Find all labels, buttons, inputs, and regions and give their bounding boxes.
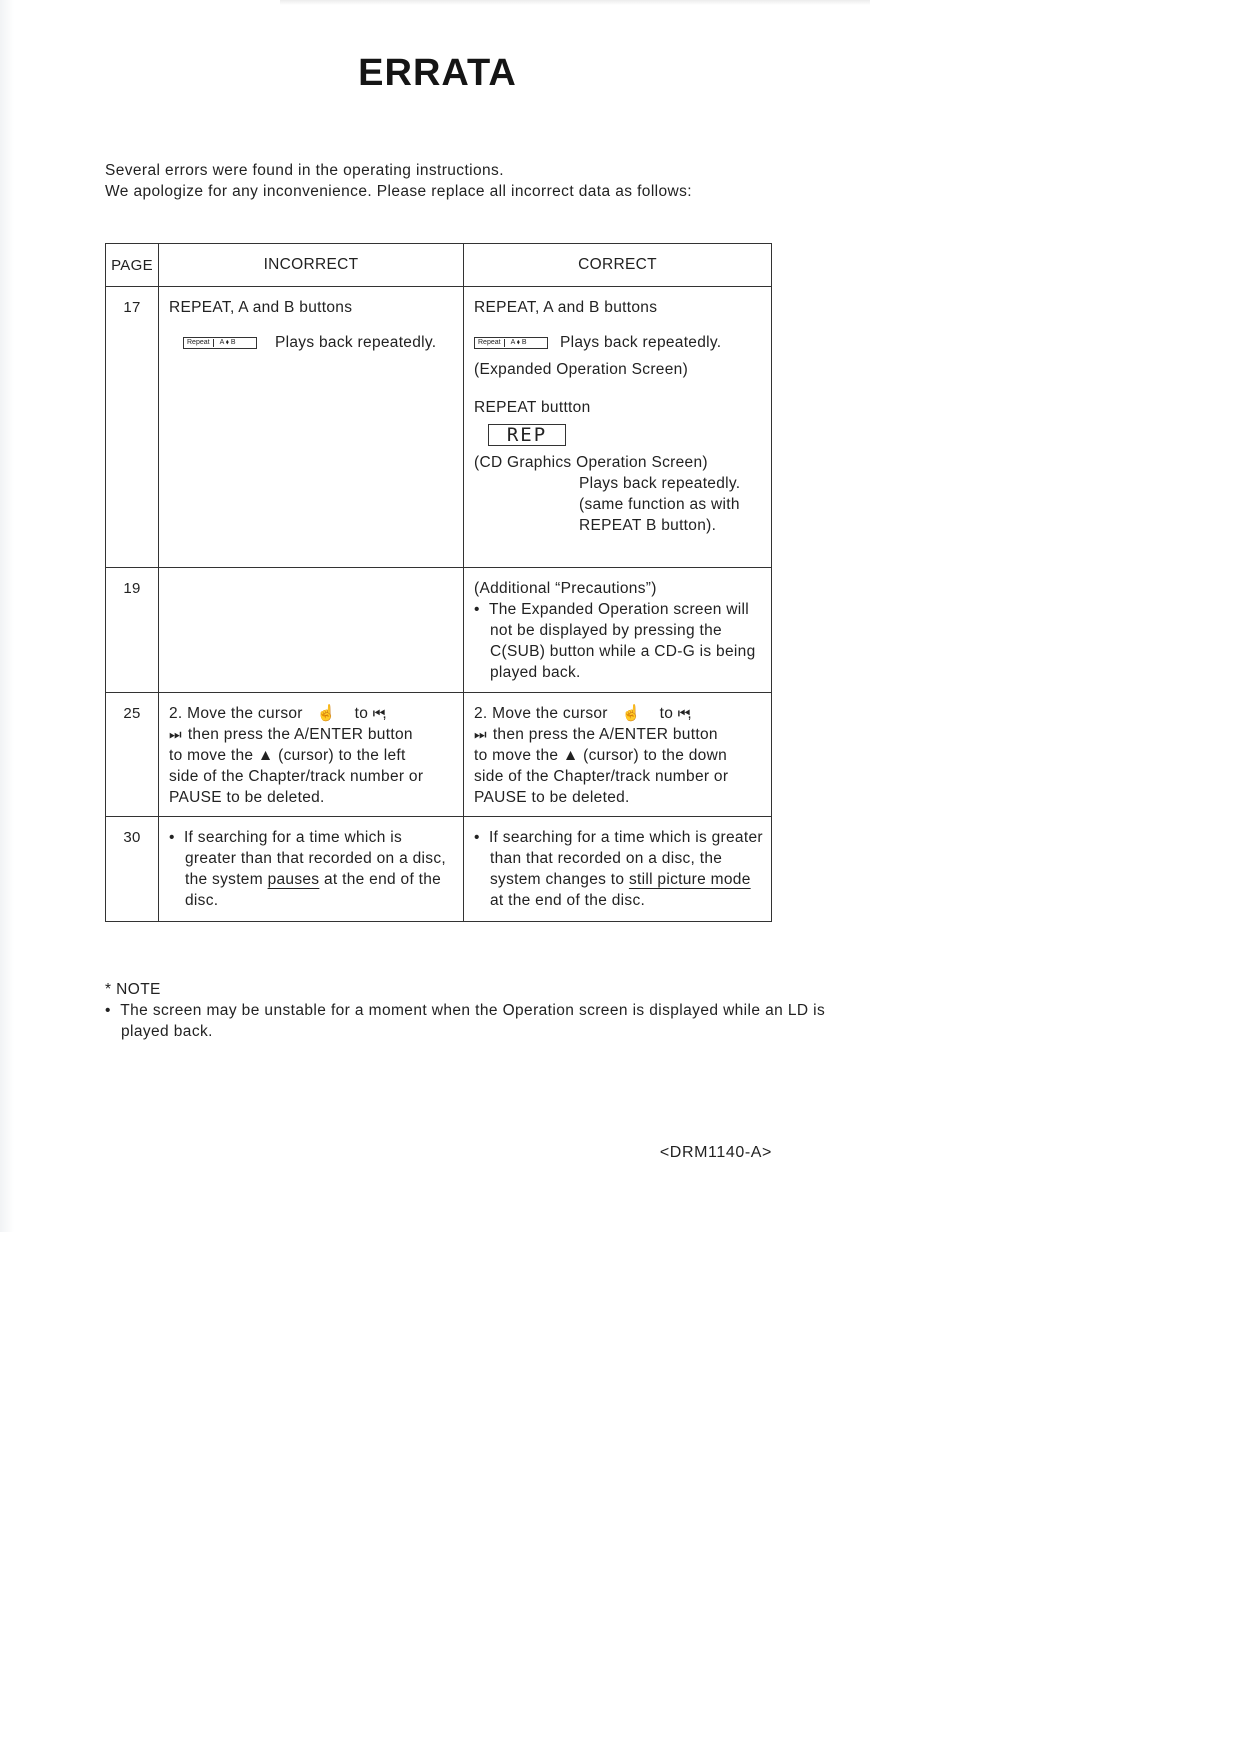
lcd-label: Repeat: [187, 339, 214, 347]
intro-line-2: We apologize for any inconvenience. Please replace all incorrect data as follows:: [105, 183, 692, 200]
step-text: 2. Move the cursor: [474, 705, 608, 722]
page-title: ERRATA: [358, 52, 517, 94]
bullet-text: If searching for a time which is greater than that recorded on a disc, the system changes to: [488, 829, 763, 888]
table-row: [106, 568, 772, 693]
note-bullet: • The screen may be unstable for a moment when the Operation screen is displayed while an LD is played back.: [105, 1002, 826, 1040]
correct-cell: [464, 568, 772, 693]
search-bullet: • If searching for a time which is greater than that recorded on a disc, the system changes to still picture mode at the end of the disc.: [474, 829, 763, 909]
step-text: 2. Move the cursor: [169, 705, 303, 722]
repeat-lcd-icon: [183, 337, 257, 349]
incorrect-heading: REPEAT, A and B buttons: [169, 299, 353, 316]
precautions-heading: (Additional “Precautions”): [474, 580, 657, 597]
step-line-4: side of the Chapter/track number or: [474, 768, 729, 785]
note-text: The screen may be unstable for a moment when the Operation screen is displayed while an LD is played back.: [120, 1002, 826, 1040]
correct-cell: [464, 287, 772, 568]
step-text: (cursor) to the left: [278, 747, 406, 764]
step-line-1: [169, 703, 455, 724]
incorrect-cell: [159, 568, 464, 693]
note-heading: * NOTE: [105, 981, 161, 998]
precaution-bullet: • The Expanded Operation screen will not be displayed by pressing the C(SUB) button while a CD-G is being played back.: [474, 601, 756, 681]
page-number: 17: [106, 287, 159, 568]
step-text: (cursor) to the down: [583, 747, 728, 764]
correct-lcd-line: [474, 332, 763, 353]
step-text: ,: [382, 705, 387, 722]
step-line-4: side of the Chapter/track number or: [169, 768, 424, 785]
step-line-1: [474, 703, 763, 724]
cdg-line-3: REPEAT B button).: [579, 517, 717, 534]
hand-cursor-icon: ☝: [316, 705, 337, 722]
incorrect-cell: [159, 817, 464, 922]
scan-edge-shading: [0, 0, 14, 1232]
repeat-button-label: REPEAT buttton: [474, 399, 591, 416]
skip-forward-icon: ⏭: [169, 726, 179, 742]
step-line-5: PAUSE to be deleted.: [169, 789, 325, 806]
screen-note: (Expanded Operation Screen): [474, 361, 689, 378]
step-text: to move the: [169, 747, 254, 764]
lcd-ab: A ⬧ B: [510, 338, 527, 346]
underlined-text: pauses: [267, 871, 320, 888]
skip-back-icon: ⏮: [677, 705, 688, 721]
incorrect-lcd-line: [169, 332, 455, 353]
errata-table: [105, 243, 772, 922]
step-line-3: [474, 745, 763, 766]
search-bullet: • If searching for a time which is greater than that recorded on a disc, the system pauses at the end of the disc.: [169, 829, 446, 909]
table-row: [106, 817, 772, 922]
correct-text: Plays back repeatedly.: [560, 334, 722, 351]
step-text: to: [659, 705, 674, 722]
header-page: PAGE: [106, 244, 159, 287]
lcd-ab: A ⬧ B: [219, 338, 236, 346]
table-row: [106, 287, 772, 568]
step-line-2: [169, 724, 455, 745]
document-code: <DRM1140-A>: [659, 1144, 772, 1161]
page-number: 25: [106, 693, 159, 817]
step-text: then press the A/ENTER button: [492, 726, 718, 743]
header-correct: CORRECT: [464, 244, 772, 287]
header-incorrect: INCORRECT: [159, 244, 464, 287]
triangle-cursor-icon: ▲: [257, 747, 274, 764]
correct-cell: [464, 817, 772, 922]
skip-forward-icon: ⏭: [474, 726, 484, 742]
cdg-note: (CD Graphics Operation Screen): [474, 454, 708, 471]
step-text: then press the A/ENTER button: [187, 726, 413, 743]
page-number: 19: [106, 568, 159, 693]
scan-top-shading: [280, 0, 870, 5]
step-text: to move the: [474, 747, 559, 764]
correct-cell: [464, 693, 772, 817]
page-number: 30: [106, 817, 159, 922]
bullet-text: at the end of the disc.: [185, 871, 442, 909]
cdg-line-1: Plays back repeatedly.: [579, 475, 741, 492]
incorrect-text: Plays back repeatedly.: [275, 334, 437, 351]
step-line-5: PAUSE to be deleted.: [474, 789, 630, 806]
intro-text: [105, 160, 692, 202]
underlined-text: still picture mode: [628, 871, 751, 888]
step-line-3: [169, 745, 455, 766]
correct-heading: REPEAT, A and B buttons: [474, 299, 658, 316]
precaution-text: The Expanded Operation screen will not be displayed by pressing the C(SUB) button while a CD-G is being played back.: [488, 601, 756, 681]
step-text: to: [354, 705, 369, 722]
note-section: [105, 979, 870, 1042]
skip-back-icon: ⏮: [372, 705, 383, 721]
bullet-text: If searching for a time which is greater than that recorded on a disc, the system: [183, 829, 446, 888]
cdg-line-2: (same function as with: [579, 496, 740, 513]
table-header-row: [106, 244, 772, 287]
scanned-page: [0, 0, 870, 1232]
lcd-label: Repeat: [478, 339, 505, 347]
incorrect-cell: [159, 693, 464, 817]
hand-cursor-icon: ☝: [621, 705, 642, 722]
step-line-2: [474, 724, 763, 745]
repeat-lcd-icon: [474, 337, 548, 349]
table-row: [106, 693, 772, 817]
intro-line-1: Several errors were found in the operating instructions.: [105, 162, 504, 179]
bullet-text: at the end of the disc.: [490, 892, 646, 909]
triangle-cursor-icon: ▲: [562, 747, 579, 764]
incorrect-cell: [159, 287, 464, 568]
step-text: ,: [687, 705, 692, 722]
rep-display-icon: REP: [488, 424, 566, 446]
